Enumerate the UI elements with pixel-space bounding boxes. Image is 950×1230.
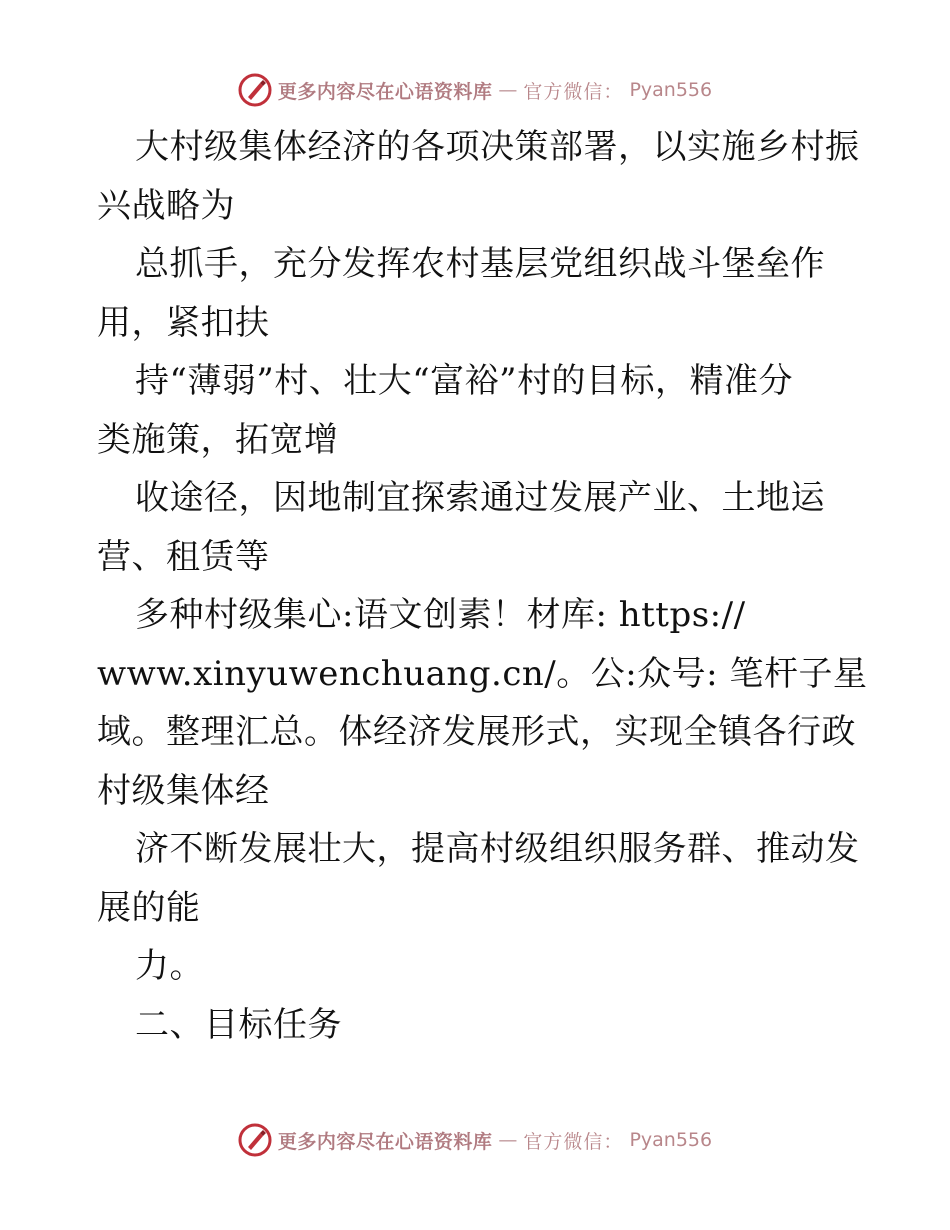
header-watermark	[0, 70, 950, 110]
body-line-4: 用，紧扣扶	[97, 302, 270, 343]
body-line-14: 展的能	[97, 887, 201, 928]
watermark-separator: —	[498, 1129, 518, 1151]
body-line-6: 类施策，拓宽增	[97, 419, 339, 460]
section-heading: 二、目标任务	[135, 1004, 342, 1045]
pen-logo-icon	[238, 73, 272, 107]
watermark-wechat-id: Pyan556	[629, 1129, 713, 1151]
body-line-5: 持“薄弱”村、壮大“富裕”村的目标，精准分	[135, 361, 794, 401]
body-line-9: 多种村级集心:语文创素！材库: https://	[135, 595, 746, 635]
document-body	[97, 118, 868, 1054]
watermark-separator: —	[498, 79, 518, 101]
watermark-main-text: 更多内容尽在心语资料库	[277, 1130, 493, 1153]
body-line-7: 收途径，因地制宜探索通过发展产业、土地运	[135, 478, 825, 518]
body-line-1: 大村级集体经济的各项决策部署，以实施乡村振	[135, 127, 860, 167]
footer-watermark	[0, 1120, 950, 1160]
body-line-12: 村级集体经	[97, 770, 270, 811]
watermark-sub-text: 官方微信：	[523, 1130, 624, 1153]
body-line-3: 总抓手，充分发挥农村基层党组织战斗堡垒作	[135, 244, 825, 284]
body-line-8: 营、租赁等	[97, 536, 270, 577]
watermark-sub-text: 官方微信：	[523, 80, 624, 103]
body-line-10: www.xinyuwenchuang.cn/。公:众号: 笔杆子星	[97, 653, 868, 694]
body-line-11: 域。整理汇总。体经济发展形式，实现全镇各行政	[97, 712, 856, 752]
body-line-15: 力。	[135, 946, 204, 986]
body-line-2: 兴战略为	[97, 185, 235, 226]
watermark-wechat-id: Pyan556	[629, 79, 713, 101]
watermark-main-text: 更多内容尽在心语资料库	[277, 80, 493, 103]
body-line-13: 济不断发展壮大，提高村级组织服务群、推动发	[135, 829, 860, 869]
pen-logo-icon	[238, 1123, 272, 1157]
